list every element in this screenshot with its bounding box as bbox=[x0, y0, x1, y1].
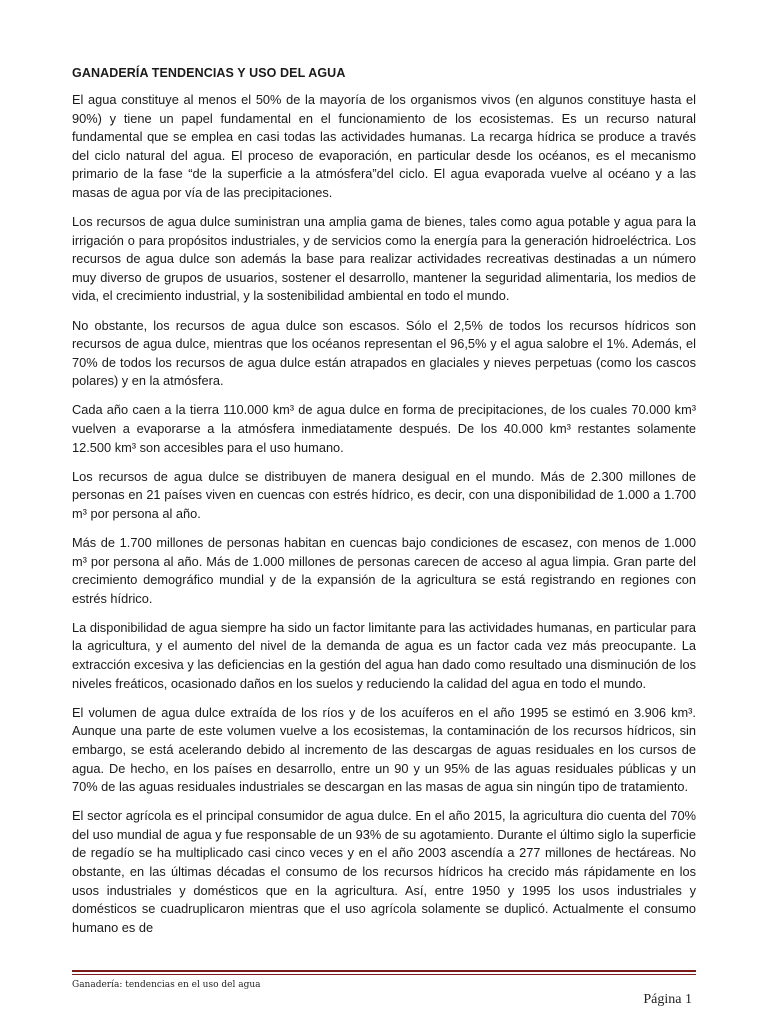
footer-running-title: Ganadería: tendencias en el uso del agua bbox=[72, 980, 261, 990]
paragraph-3: No obstante, los recursos de agua dulce son escasos. Sólo el 2,5% de todos los recursos hídricos son recursos de agua dulce, mientras que los océanos representan el 96,5% y el agua salobre el 1%. Además, el 70% de todos los recursos de agua dulce están atrapados en glaciales y nieves perpetuas (como los cascos polares) y en la atmósfera. bbox=[72, 317, 696, 389]
paragraph-9: El sector agrícola es el principal consumidor de agua dulce. En el año 2015, la agricultura dio cuenta del 70% del uso mundial de agua y fue responsable de un 93% de su agotamiento. Durante el último siglo la superficie de regadío se ha multiplicado casi cinco veces y en el año 2003 ascendía a 277 millones de hectáreas. No obstante, en las últimas décadas el consumo de los recursos hídricos ha crecido más rápidamente en los usos industriales y domésticos que en la agricultura. Así, entre 1950 y 1995 los usos industriales y domésticos se cuadruplicaron mientras que el uso agrícola solamente se duplicó. Actualmente el consumo humano es de bbox=[72, 808, 696, 935]
footer-rule-thick bbox=[72, 970, 696, 972]
page-number: Página 1 bbox=[643, 992, 692, 1007]
page-content bbox=[72, 66, 696, 948]
paragraph-2: Los recursos de agua dulce suministran una amplia gama de bienes, tales como agua potable y agua para la irrigación o para propósitos industriales, y de servicios como la energía para la generación hidroeléctrica. Los recursos de agua dulce son además la base para realizar actividades recreativas destinadas a un número muy diverso de grupos de usuarios, sostener el desarrollo, mantener la seguridad alimentaria, los medios de vida, el crecimiento industrial, y la sostenibilidad ambiental en todo el mundo. bbox=[72, 214, 696, 304]
footer-rule-thin bbox=[72, 974, 696, 975]
paragraph-1: El agua constituye al menos el 50% de la mayoría de los organismos vivos (en algunos constituye hasta el 90%) y tiene un papel fundamental en el funcionamiento de los ecosistemas. Es un recurso natural fundamental que se emplea en casi todas las actividades humanas. La recarga hídrica se produce a través del ciclo natural del agua. El proceso de evaporación, en particular desde los océanos, es el mecanismo primario de la fase “de la superficie a la atmósfera”del ciclo. El agua evaporada vuelve al océano y a las masas de agua por vía de las precipitaciones. bbox=[72, 92, 696, 200]
paragraph-8: El volumen de agua dulce extraída de los ríos y de los acuíferos en el año 1995 se estimó en 3.906 km³. Aunque una parte de este volumen vuelve a los ecosistemas, la contaminación de los recursos hídricos, sin embargo, se está acelerando debido al incremento de las descargas de aguas residuales en los cursos de agua. De hecho, en los países en desarrollo, entre un 90 y un 95% de las aguas residuales públicas y un 70% de las aguas residuales industriales se descargan en las masas de agua sin ningún tipo de tratamiento. bbox=[72, 704, 696, 795]
paragraph-6: Más de 1.700 millones de personas habitan en cuencas bajo condiciones de escasez, con menos de 1.000 m³ por persona al año. Más de 1.000 millones de personas carecen de acceso al agua limpia. Gran parte del crecimiento demográfico mundial y de la expansión de la agricultura se está registrando en regiones con estrés hídrico. bbox=[72, 534, 696, 606]
paragraph-4: Cada año caen a la tierra 110.000 km³ de agua dulce en forma de precipitaciones, de los cuales 70.000 km³ vuelven a evaporarse a la atmósfera inmediatamente después. De los 40.000 km³ restantes solamente 12.500 km³ son accesibles para el uso humano. bbox=[72, 402, 696, 455]
paragraph-5: Los recursos de agua dulce se distribuyen de manera desigual en el mundo. Más de 2.300 millones de personas en 21 países viven en cuencas con estrés hídrico, es decir, con una disponibilidad de 1.000 a 1.700 m³ por persona al año. bbox=[72, 468, 696, 521]
paragraph-7: La disponibilidad de agua siempre ha sido un factor limitante para las actividades humanas, en particular para la agricultura, y el aumento del nivel de la demanda de agua es un factor cada vez más preocupante. La extracción excesiva y las deficiencias en la gestión del agua han dado como resultado una disminución de los niveles freáticos, ocasionado daños en los suelos y reduciendo la calidad del agua en todo el mundo. bbox=[72, 619, 696, 691]
document-title: GANADERÍA TENDENCIAS Y USO DEL AGUA bbox=[72, 66, 346, 80]
